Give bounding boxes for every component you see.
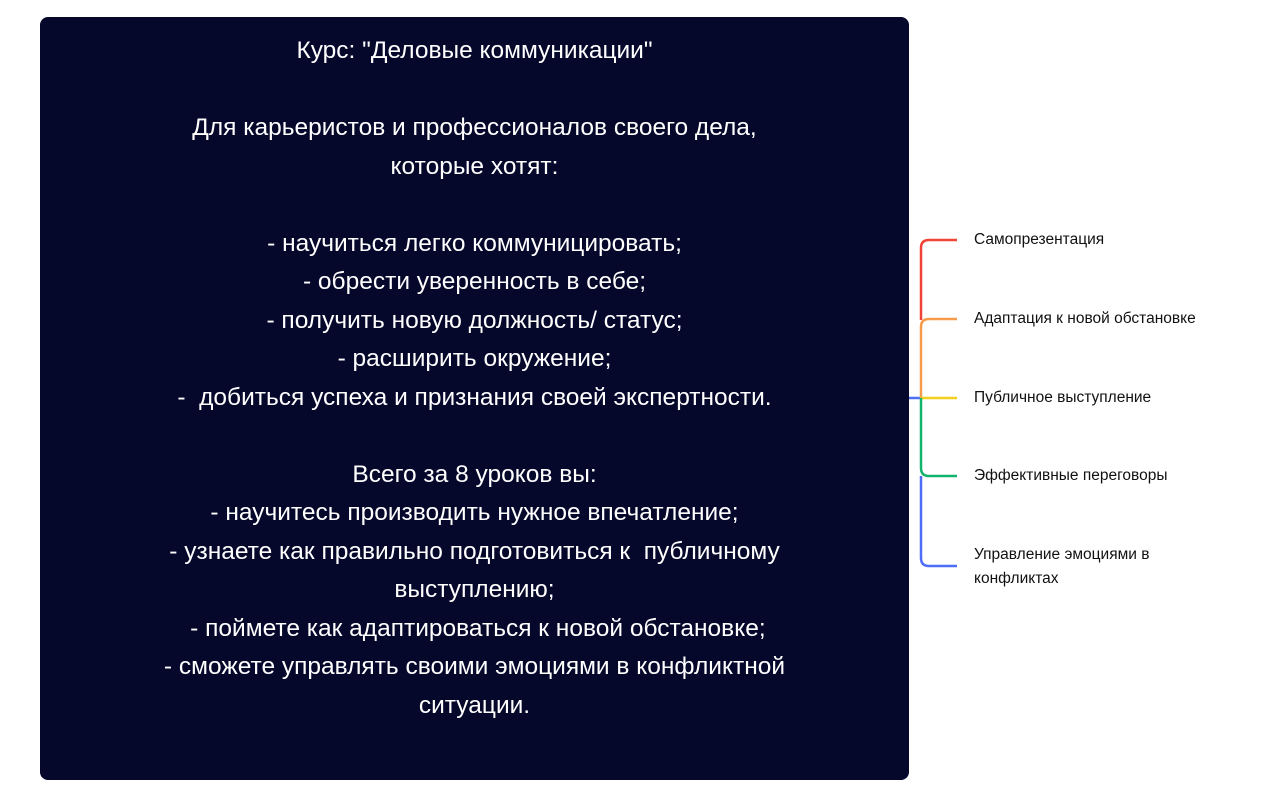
card-text-line: которые хотят: (390, 152, 559, 180)
card-text-line: - узнаете как правильно подготовиться к публичному (169, 537, 780, 565)
card-text-line: - получить новую должность/ статус; (266, 306, 683, 334)
connector-branch-4 (921, 398, 957, 476)
connector-branch-2 (921, 319, 957, 398)
branch-label[interactable]: Адаптация к новой обстановке (974, 310, 1196, 327)
card-text-line: ситуации. (418, 691, 531, 719)
card-text-line: Всего за 8 уроков вы: (352, 460, 597, 488)
connector-branch-1 (921, 240, 957, 320)
card-text-line: - сможете управлять своими эмоциями в конфликтной (163, 653, 786, 680)
card-text-line: - поймете как адаптироваться к новой обстановке; (183, 614, 766, 642)
card-text-line: Для карьеристов и профессионалов своего дела, (192, 114, 757, 141)
card-text-line: выступлению; (394, 576, 555, 603)
card-text-line: - обрести уверенность в себе; (302, 268, 647, 295)
card-text-line: - расширить окружение; (337, 345, 612, 372)
branch-label[interactable]: Самопрезентация (974, 231, 1105, 248)
branch-label[interactable]: Публичное выступление (974, 389, 1152, 406)
connector-branch-5 (921, 476, 957, 566)
card-text-line: - добиться успеха и признания своей экспертности. (177, 383, 772, 411)
card-text-line: - научиться легко коммуницировать; (267, 229, 682, 257)
card-text-line: Курс: "Деловые коммуникации" (296, 37, 653, 64)
card-text-line: - научитесь производить нужное впечатление; (210, 499, 739, 526)
branch-label[interactable]: Управление эмоциями в конфликтах (974, 546, 1150, 587)
branch-label[interactable]: Эффективные переговоры (974, 467, 1168, 484)
